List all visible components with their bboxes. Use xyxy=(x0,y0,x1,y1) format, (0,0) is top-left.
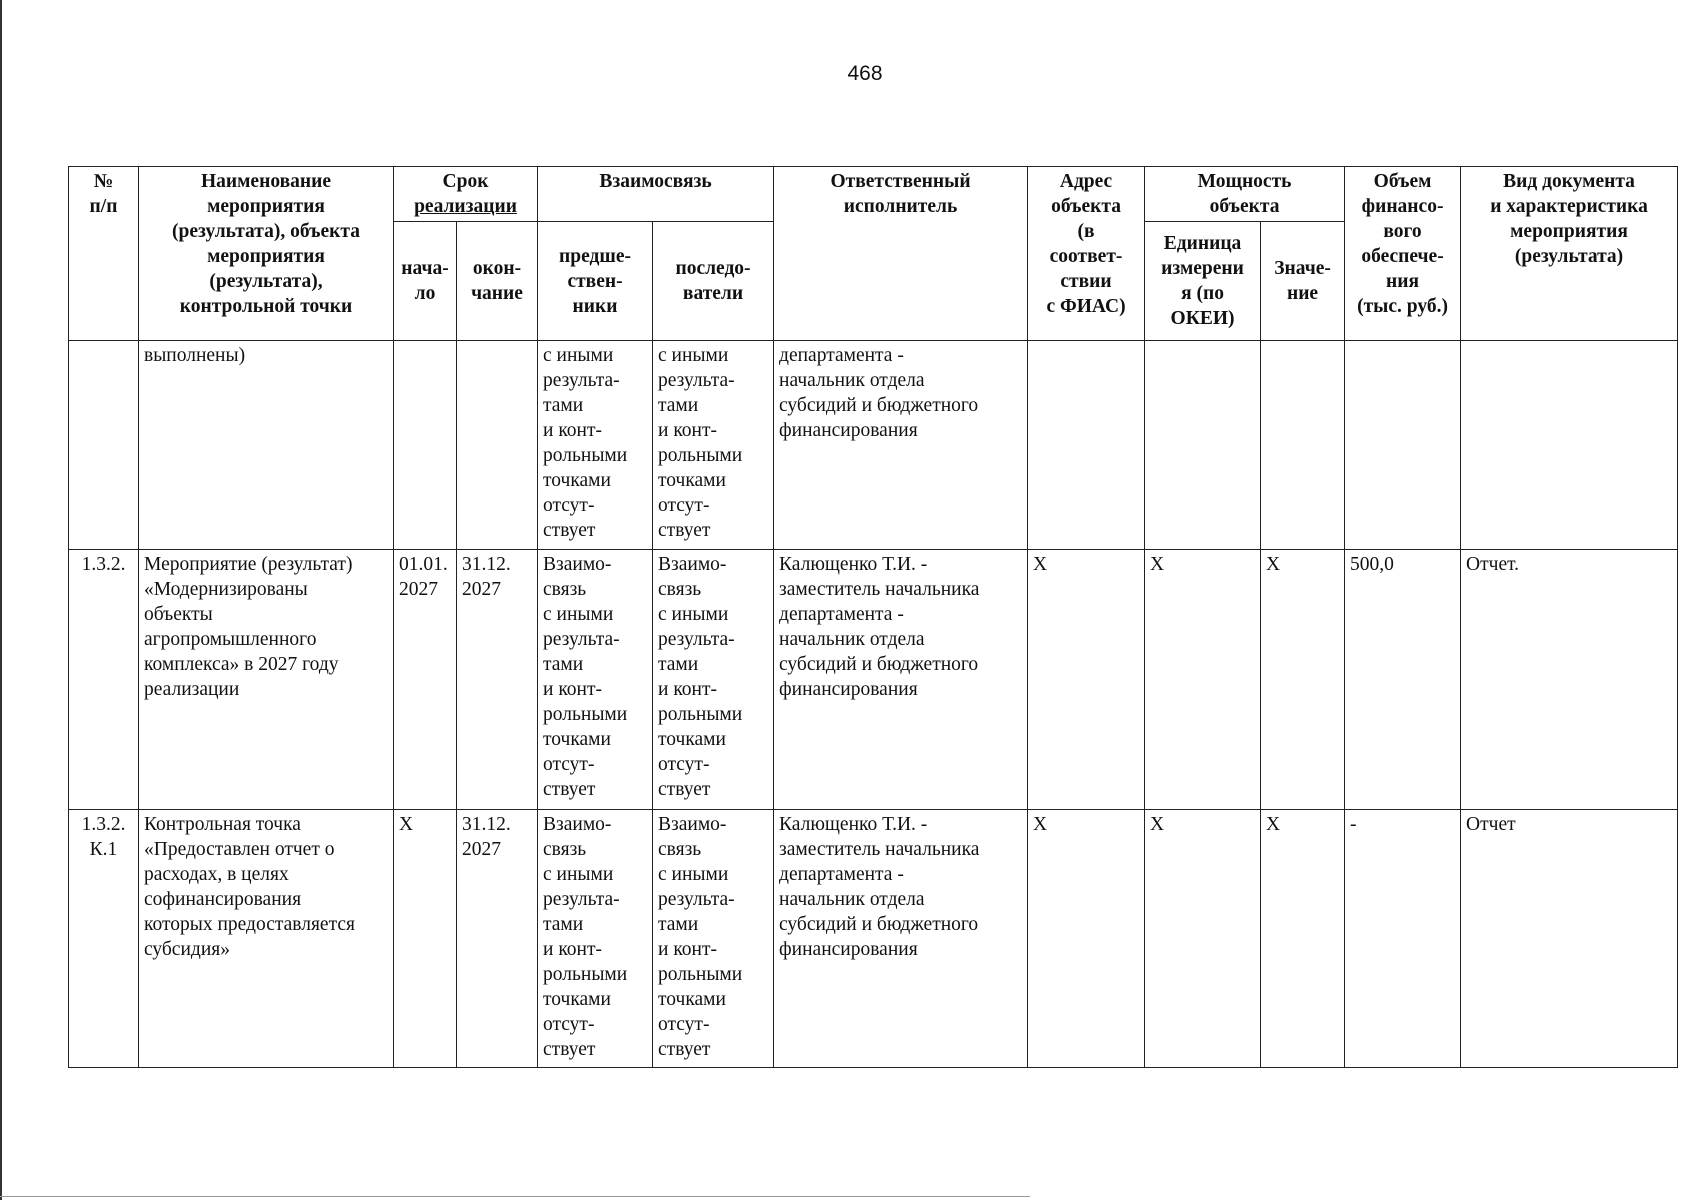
text-line: 2027 xyxy=(462,579,501,600)
header-power xyxy=(1145,167,1345,222)
cell-doc xyxy=(1461,341,1678,550)
cell-predecessors xyxy=(538,341,653,550)
cell-address xyxy=(1028,810,1145,1068)
text-line: X xyxy=(1266,814,1281,835)
text-line: мероприятия xyxy=(207,246,325,267)
text-line: Отчет xyxy=(1466,814,1516,835)
text-line: рольными xyxy=(658,704,743,725)
cell-value xyxy=(1261,550,1345,810)
cell-finance xyxy=(1345,550,1461,810)
header-address xyxy=(1028,167,1145,341)
text-line: с иными xyxy=(543,604,614,625)
text-line: с иными xyxy=(543,345,614,366)
cell-unit xyxy=(1145,810,1261,1068)
table-row xyxy=(69,341,1678,550)
text-line: финансирования xyxy=(779,679,918,700)
text-line: ствует xyxy=(543,779,596,800)
text-line: объекты xyxy=(144,604,213,625)
text-line: департамента - xyxy=(779,604,904,625)
header-responsible xyxy=(774,167,1028,341)
text-line: агропромышленного xyxy=(144,629,317,650)
cell-start xyxy=(394,341,457,550)
text-line: Единица xyxy=(1163,233,1242,254)
header-link-pred xyxy=(538,222,653,341)
text-line: рольными xyxy=(658,445,743,466)
text-line: Наименование xyxy=(201,171,331,192)
header-link-next xyxy=(653,222,774,341)
text-line: результа- xyxy=(543,889,620,910)
text-line: субсидий и бюджетного xyxy=(779,395,979,416)
text-line: ло xyxy=(414,283,436,304)
text-line: результа- xyxy=(658,370,735,391)
header-link xyxy=(538,167,774,222)
cell-doc xyxy=(1461,550,1678,810)
text-line: тами xyxy=(658,654,699,675)
text-line: связь xyxy=(543,579,587,600)
text-line: начальник отдела xyxy=(779,370,925,391)
text-line: Взаимосвязь xyxy=(599,171,712,192)
text-line: 31.12. xyxy=(462,814,511,835)
text-line: рольными xyxy=(658,964,743,985)
text-line: ние xyxy=(1286,283,1319,304)
cell-unit xyxy=(1145,341,1261,550)
cell-value xyxy=(1261,341,1345,550)
text-line: (результата), объекта xyxy=(172,221,360,242)
text-line: Калющенко Т.И. - xyxy=(779,814,928,835)
text-line: ствует xyxy=(658,1039,711,1060)
text-line: вого xyxy=(1383,221,1422,242)
text-line: X xyxy=(399,814,414,835)
cell-end xyxy=(457,810,538,1068)
text-line: (в xyxy=(1077,221,1095,242)
text-line: я (по xyxy=(1181,283,1224,304)
text-line: - xyxy=(1350,814,1357,835)
cell-unit xyxy=(1145,550,1261,810)
text-line: ствует xyxy=(543,1039,596,1060)
text-line: мероприятия xyxy=(207,196,325,217)
text-line: субсидий и бюджетного xyxy=(779,654,979,675)
text-line: точками xyxy=(658,729,726,750)
text-line: с иными xyxy=(658,604,729,625)
header-term-start xyxy=(394,222,457,341)
text-line: (тыс. руб.) xyxy=(1357,296,1448,317)
text-line: Взаимо- xyxy=(543,554,612,575)
text-line: тами xyxy=(543,395,584,416)
text-line: связь xyxy=(658,839,702,860)
cell-successors xyxy=(653,810,774,1068)
text-line: 1.3.2. xyxy=(81,554,126,575)
cell-successors xyxy=(653,550,774,810)
text-line: К.1 xyxy=(89,839,118,860)
text-line: ватели xyxy=(682,283,744,304)
text-line: тами xyxy=(543,914,584,935)
cell-name xyxy=(139,341,394,550)
cell-start xyxy=(394,810,457,1068)
text-line: X xyxy=(1033,814,1048,835)
text-line: и конт- xyxy=(658,679,718,700)
text-line: рольными xyxy=(543,964,628,985)
text-line: ствует xyxy=(658,520,711,541)
text-line: Ответственный xyxy=(830,171,971,192)
cell-doc xyxy=(1461,810,1678,1068)
cell-num xyxy=(69,810,139,1068)
text-line: ствует xyxy=(658,779,711,800)
text-line: 500,0 xyxy=(1350,554,1394,575)
text-line: обеспече- xyxy=(1361,246,1444,267)
cell-successors xyxy=(653,341,774,550)
text-line: чание xyxy=(471,283,523,304)
cell-predecessors xyxy=(538,550,653,810)
cell-finance xyxy=(1345,341,1461,550)
text-line: ники xyxy=(572,295,618,317)
header-power-unit xyxy=(1145,222,1261,341)
cell-predecessors xyxy=(538,810,653,1068)
text-line: 2027 xyxy=(462,839,501,860)
text-line: результа- xyxy=(658,629,735,650)
bottom-margin-rule xyxy=(0,1196,1030,1197)
cell-num xyxy=(69,341,139,550)
text-line: с иными xyxy=(658,864,729,885)
text-line: «Модернизированы xyxy=(144,579,308,600)
text-line: точками xyxy=(658,470,726,491)
text-line: отсут- xyxy=(658,495,710,516)
cell-end xyxy=(457,550,538,810)
text-line: Контрольная точка xyxy=(144,814,301,835)
cell-address xyxy=(1028,341,1145,550)
text-line: точками xyxy=(543,729,611,750)
text-line: отсут- xyxy=(543,754,595,775)
text-line: реализации xyxy=(414,196,517,217)
text-line: результа- xyxy=(543,629,620,650)
text-line: точками xyxy=(543,470,611,491)
text-line: финансо- xyxy=(1361,196,1444,217)
text-line: отсут- xyxy=(658,754,710,775)
text-line: (результата), xyxy=(209,271,323,292)
text-line: отсут- xyxy=(543,1014,595,1035)
text-line: Мероприятие (результат) xyxy=(144,554,353,575)
text-line: точками xyxy=(543,989,611,1010)
text-line: связь xyxy=(658,579,702,600)
header-finance xyxy=(1345,167,1461,341)
text-line: X xyxy=(1266,554,1281,575)
text-line: финансирования xyxy=(779,939,918,960)
text-line: «Предоставлен отчет о xyxy=(144,839,335,860)
text-line: X xyxy=(1150,814,1165,835)
text-line: с иными xyxy=(658,345,729,366)
text-line: соответ- xyxy=(1049,246,1123,267)
text-line: финансирования xyxy=(779,420,918,441)
cell-name xyxy=(139,810,394,1068)
text-line: рольными xyxy=(543,445,628,466)
text-line: которых предоставляется xyxy=(144,914,355,935)
header-power-value xyxy=(1261,222,1345,341)
text-line: окон- xyxy=(472,258,522,279)
header-name xyxy=(139,167,394,341)
cell-end xyxy=(457,341,538,550)
cell-num xyxy=(69,550,139,810)
text-line: субсидий и бюджетного xyxy=(779,914,979,935)
text-line: последо- xyxy=(675,258,751,279)
text-line: X xyxy=(1033,554,1048,575)
header-term xyxy=(394,167,538,222)
text-line: и конт- xyxy=(543,420,603,441)
cell-finance xyxy=(1345,810,1461,1068)
table-row xyxy=(69,810,1678,1068)
text-line: и конт- xyxy=(658,939,718,960)
text-line: субсидия» xyxy=(144,939,230,960)
cell-address xyxy=(1028,550,1145,810)
table-header-row xyxy=(69,167,1678,222)
text-line: результа- xyxy=(543,370,620,391)
text-line: тами xyxy=(658,914,699,935)
text-line: Калющенко Т.И. - xyxy=(779,554,928,575)
text-line: заместитель начальника xyxy=(779,839,980,860)
cell-name xyxy=(139,550,394,810)
left-margin-rule xyxy=(0,0,2,1200)
cell-responsible xyxy=(774,810,1028,1068)
text-line: ствует xyxy=(543,520,596,541)
text-line: департамента - xyxy=(779,345,904,366)
text-line: 1.3.2. xyxy=(81,814,126,835)
header-term-end xyxy=(457,222,538,341)
text-line: Взаимо- xyxy=(658,554,727,575)
cell-responsible xyxy=(774,550,1028,810)
text-line: исполнитель xyxy=(843,196,958,217)
cell-responsible xyxy=(774,341,1028,550)
text-line: 31.12. xyxy=(462,554,511,575)
text-line: Мощность xyxy=(1197,171,1292,192)
text-line: контрольной точки xyxy=(179,296,353,317)
text-line: Взаимо- xyxy=(658,814,727,835)
text-line: с иными xyxy=(543,864,614,885)
text-line: результа- xyxy=(658,889,735,910)
text-line: Вид документа xyxy=(1503,171,1635,192)
text-line: тами xyxy=(658,395,699,416)
text-line: софинансирования xyxy=(144,889,302,910)
text-line: комплекса» в 2027 году xyxy=(144,654,339,675)
text-line: тами xyxy=(543,654,584,675)
text-line: X xyxy=(1150,554,1165,575)
text-line: измерени xyxy=(1161,258,1244,279)
text-line: и конт- xyxy=(543,939,603,960)
text-line: п/п xyxy=(89,196,118,217)
text-line: отсут- xyxy=(658,1014,710,1035)
text-line: точками xyxy=(658,989,726,1010)
text-line: департамента - xyxy=(779,864,904,885)
table-body xyxy=(69,341,1678,1068)
text-line: 2027 xyxy=(399,579,438,600)
text-line: ОКЕИ) xyxy=(1170,308,1235,329)
text-line: нача- xyxy=(401,258,449,279)
text-line: Адрес xyxy=(1059,171,1113,192)
table-row xyxy=(69,550,1678,810)
text-line: объекта xyxy=(1209,196,1280,217)
text-line: ствии xyxy=(1060,271,1112,292)
text-line: рольными xyxy=(543,704,628,725)
text-line: и конт- xyxy=(658,420,718,441)
text-line: ния xyxy=(1386,271,1420,292)
text-line: расходах, в целях xyxy=(144,864,289,885)
text-line: 01.01. xyxy=(399,554,448,575)
header-num xyxy=(69,167,139,341)
text-line: начальник отдела xyxy=(779,629,925,650)
text-line: № xyxy=(93,171,114,192)
cell-start xyxy=(394,550,457,810)
text-line: и характеристика xyxy=(1490,196,1648,217)
plan-table xyxy=(68,166,1678,1068)
text-line: ствен- xyxy=(567,270,623,292)
page-number: 468 xyxy=(847,62,883,85)
text-line: (результата) xyxy=(1514,246,1624,267)
text-line: начальник отдела xyxy=(779,889,925,910)
header-doc xyxy=(1461,167,1678,341)
text-line: и конт- xyxy=(543,679,603,700)
text-line: мероприятия xyxy=(1510,221,1628,242)
text-line: Отчет. xyxy=(1466,554,1520,575)
text-line: выполнены) xyxy=(144,345,246,366)
cell-value xyxy=(1261,810,1345,1068)
text-line: реализации xyxy=(144,679,240,700)
text-line: Объем xyxy=(1373,171,1432,192)
text-line: объекта xyxy=(1051,196,1121,217)
text-line: отсут- xyxy=(543,495,595,516)
text-line: заместитель начальника xyxy=(779,579,980,600)
text-line: предше- xyxy=(559,245,631,267)
text-line: Срок xyxy=(442,171,489,192)
text-line: Значе- xyxy=(1274,258,1331,279)
text-line: Взаимо- xyxy=(543,814,612,835)
text-line: с ФИАС) xyxy=(1046,296,1126,317)
text-line: связь xyxy=(543,839,587,860)
